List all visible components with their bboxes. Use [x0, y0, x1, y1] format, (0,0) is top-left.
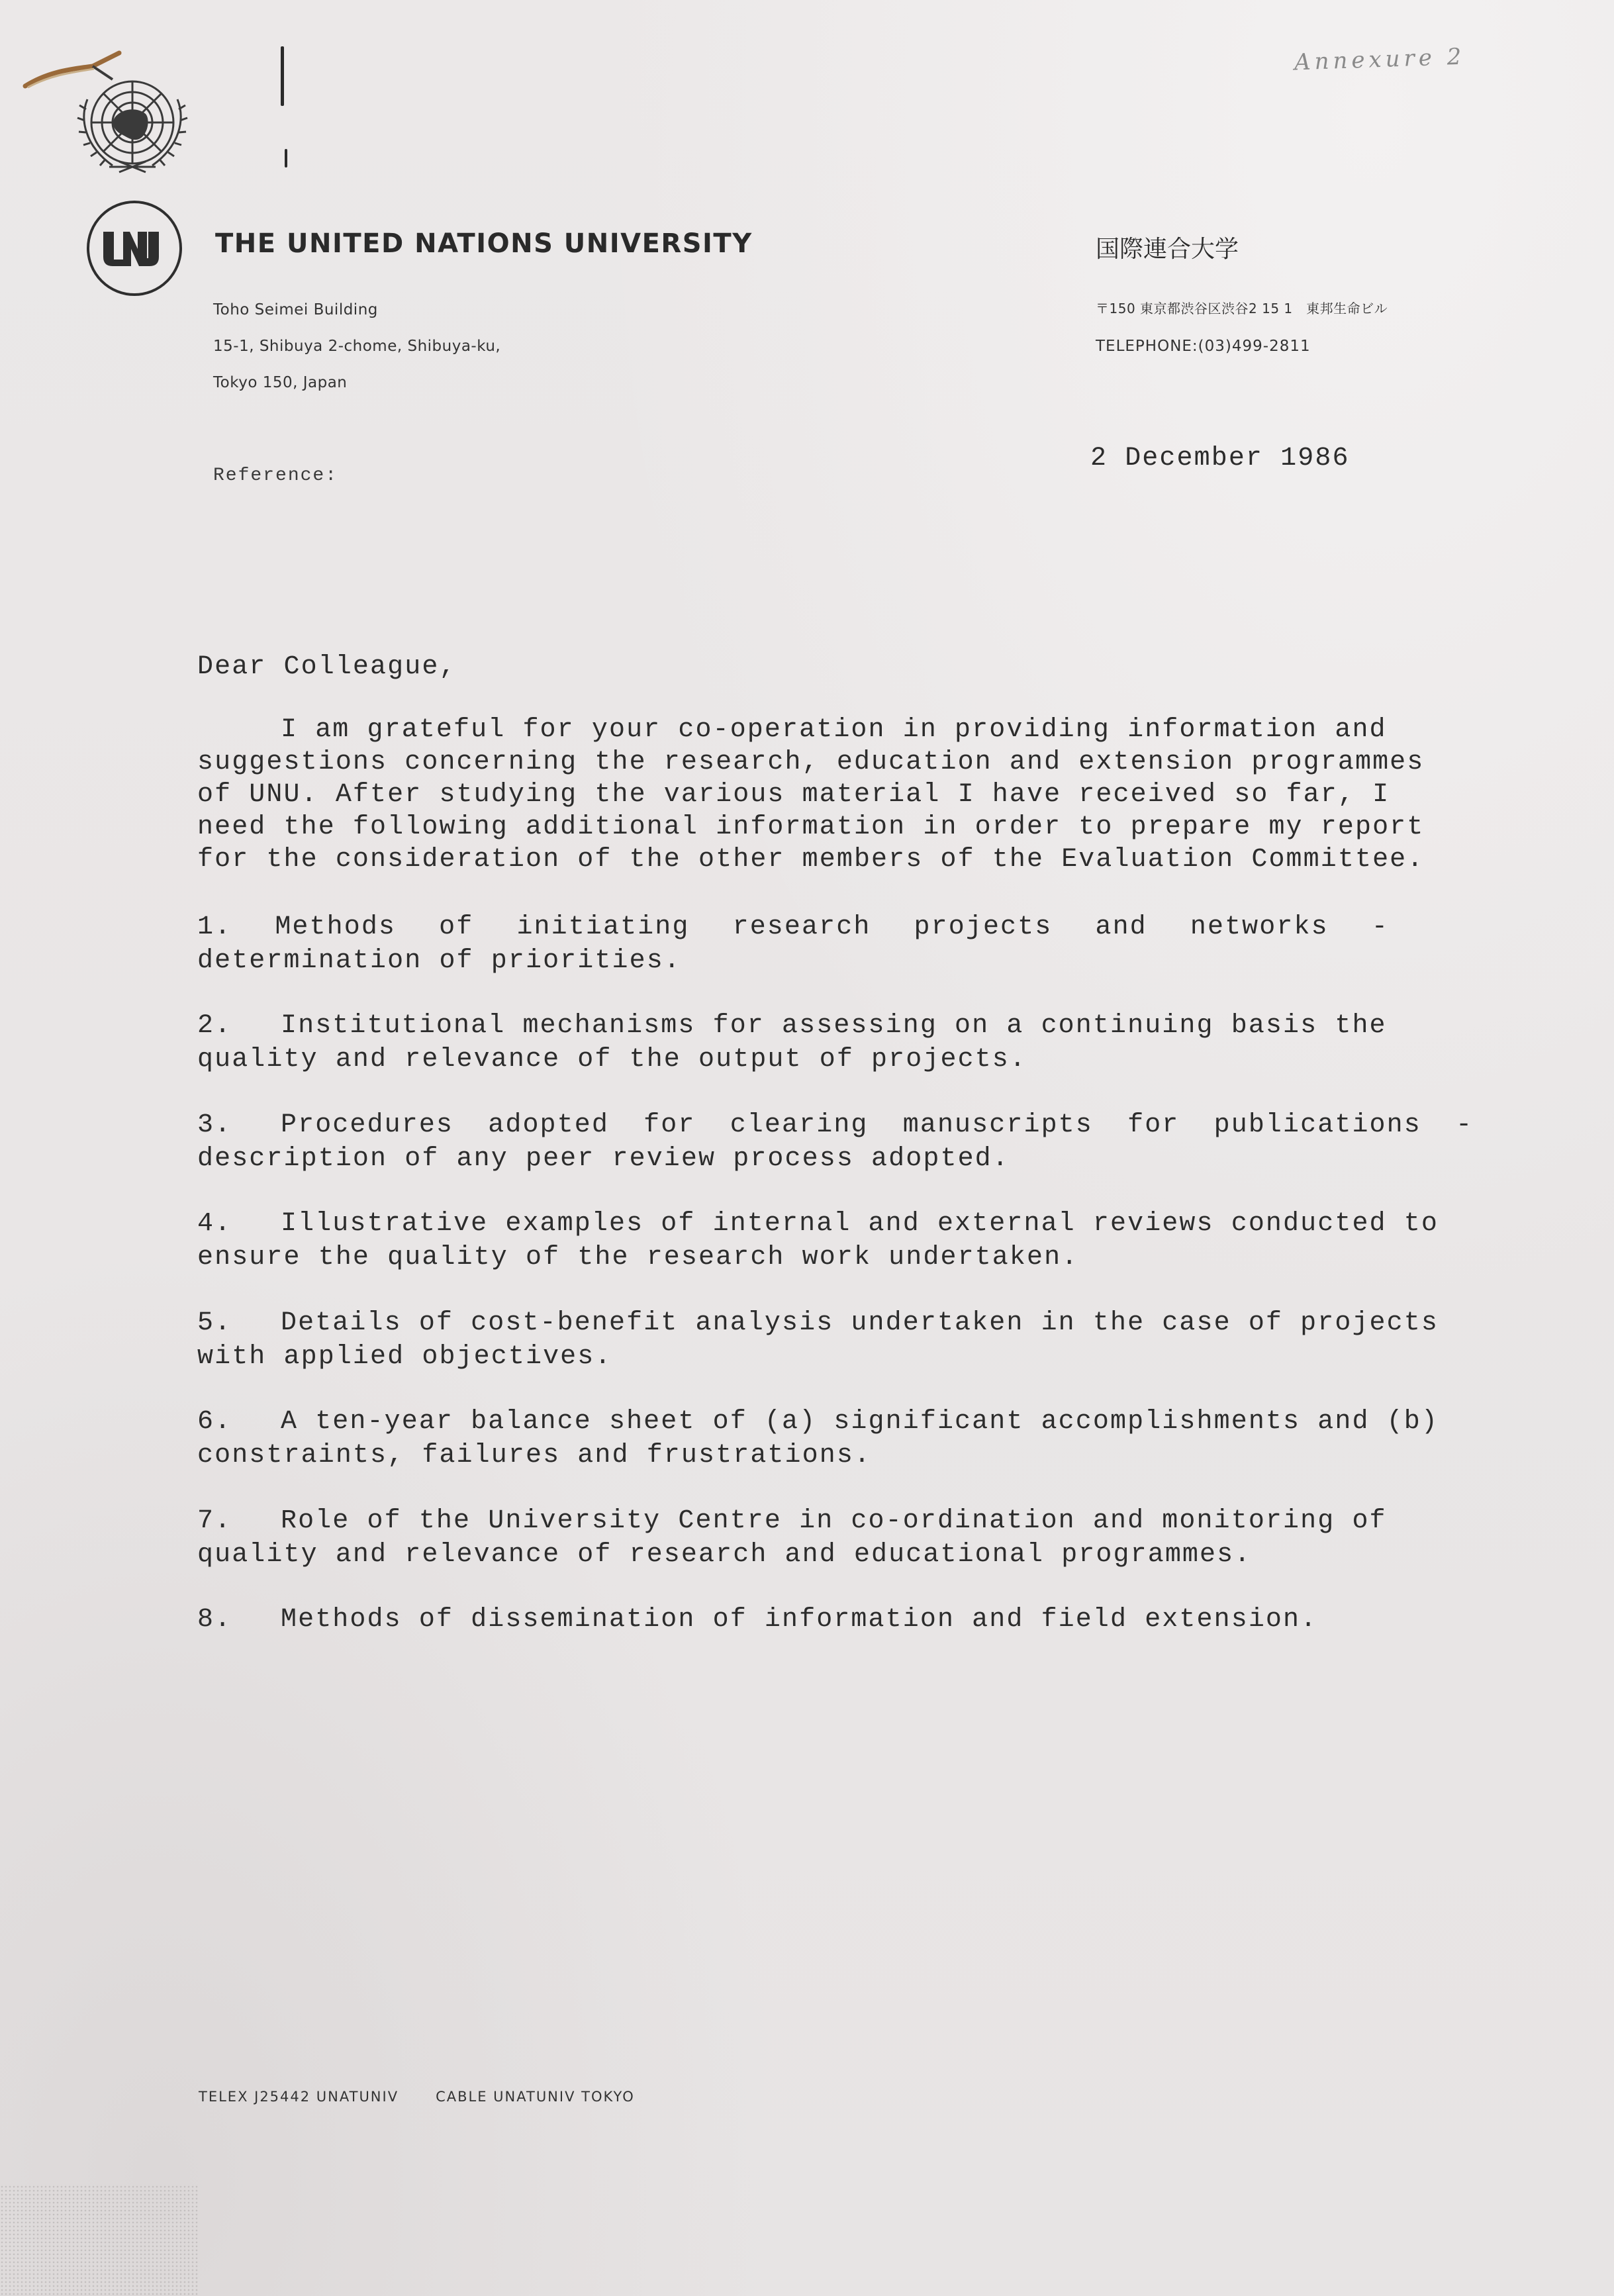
list-item-number: 3. [197, 1110, 232, 1140]
salutation: Dear Colleague, [197, 652, 457, 682]
list-item [197, 1405, 1439, 1472]
list-item-line: ensure the quality of the research work undertaken. [197, 1243, 1079, 1272]
unu-logo-icon [85, 199, 184, 298]
list-item-line: description of any peer review process adopted. [197, 1144, 1010, 1174]
list-item [197, 1207, 1439, 1274]
fold-mark [281, 46, 284, 106]
word: networks [1190, 912, 1329, 942]
intro-paragraph [197, 714, 1425, 876]
list-item-line: determination of priorities. [197, 946, 681, 976]
cable-info: CABLE UNATUNIV TOKYO [436, 2089, 635, 2105]
list-item-number: 5. [197, 1308, 232, 1338]
list-item-first-line [197, 910, 1389, 944]
un-emblem-icon [73, 73, 192, 179]
list-item-number: 4. [197, 1209, 232, 1239]
list-item [197, 1009, 1389, 1076]
organization-name-japanese: 国際連合大学 [1096, 236, 1239, 263]
list-item [197, 1306, 1439, 1374]
list-item-first-line: A ten-year balance sheet of (a) significant accomplishments and (b) [281, 1407, 1439, 1437]
list-item-first-line: Institutional mechanisms for assessing on a continuing basis the [281, 1011, 1387, 1041]
list-item-first-line: Procedures adopted for clearing manuscripts for publications - [281, 1110, 1474, 1140]
list-item [197, 910, 1389, 978]
list-item-line: with applied objectives. [197, 1342, 612, 1372]
word: Methods [275, 912, 397, 942]
list-item-number: 7. [197, 1506, 232, 1536]
footer [199, 2089, 635, 2105]
scan-artifact [0, 2185, 199, 2296]
list-item-first-line: Details of cost-benefit analysis undertaken in the case of projects [281, 1308, 1439, 1338]
telephone-number: TELEPHONE:(03)499-2811 [1096, 338, 1311, 355]
list-item-number: 1. [197, 912, 232, 942]
word: - [1371, 912, 1389, 942]
telex-info: TELEX J25442 UNATUNIV [199, 2089, 399, 2105]
letter-date: 2 December 1986 [1090, 444, 1350, 473]
list-item-line: constraints, failures and frustrations. [197, 1441, 872, 1470]
reference-label: Reference: [213, 465, 338, 486]
list-item [197, 1504, 1389, 1572]
word: and [1095, 912, 1147, 942]
intro-line: I am grateful for your co-operation in providing information and [281, 715, 1387, 745]
word: research [732, 912, 871, 942]
address-japanese: 〒150 東京都渋谷区渋谷2 15 1 東邦生命ビル [1096, 301, 1388, 316]
list-item-number: 2. [197, 1011, 232, 1041]
list-item-line: quality and relevance of the output of projects. [197, 1045, 1027, 1075]
list-item-first-line: Methods of dissemination of information and field extension. [281, 1605, 1318, 1635]
list-item-number: 8. [197, 1605, 232, 1635]
list-item [197, 1603, 1389, 1637]
list-item-first-line: Illustrative examples of internal and external reviews conducted to [281, 1209, 1439, 1239]
organization-name: THE UNITED NATIONS UNIVERSITY [215, 228, 753, 259]
word: of [439, 912, 474, 942]
handwritten-annotation: Annexure 2 [1294, 43, 1466, 76]
intro-line: of UNU. After studying the various material I have received so far, I [197, 780, 1390, 810]
intro-line: suggestions concerning the research, education and extension programmes [197, 747, 1425, 777]
word: projects [914, 912, 1053, 942]
address-line: 15-1, Shibuya 2-chome, Shibuya-ku, [213, 338, 501, 355]
list-item [197, 1108, 1474, 1176]
intro-line: for the consideration of the other members of the Evaluation Committee. [197, 845, 1425, 875]
intro-line: need the following additional information in order to prepare my report [197, 812, 1425, 842]
list-item-first-line: Role of the University Centre in co-ordination and monitoring of [281, 1506, 1387, 1536]
word: initiating [516, 912, 690, 942]
fold-mark [285, 149, 287, 167]
address-line: Tokyo 150, Japan [213, 374, 348, 391]
address-line: Toho Seimei Building [213, 301, 378, 318]
list-item-line: quality and relevance of research and educational programmes. [197, 1540, 1252, 1570]
list-item-number: 6. [197, 1407, 232, 1437]
